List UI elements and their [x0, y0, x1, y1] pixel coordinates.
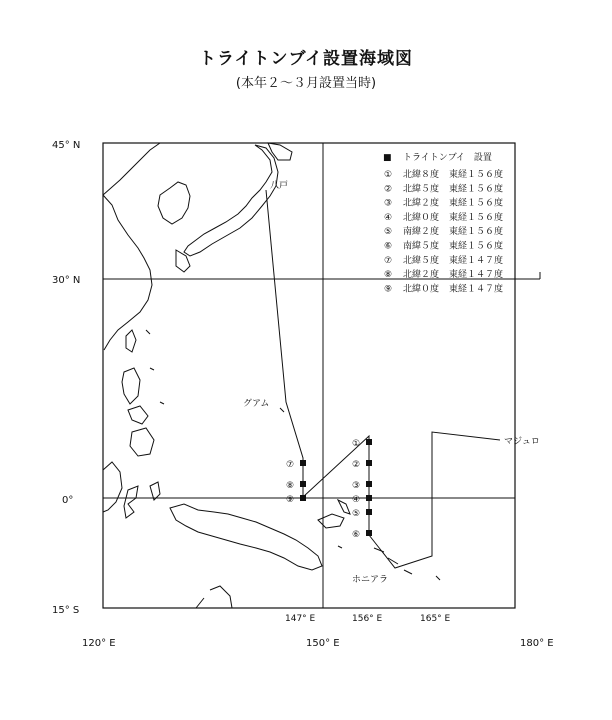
- buoy-marker: [366, 530, 372, 536]
- lon-label-147e: 147° E: [285, 614, 316, 624]
- halmahera-coast: [150, 482, 160, 500]
- legend-item-latitude: 北緯０度: [403, 284, 440, 295]
- japan-coast: [184, 145, 278, 256]
- taiwan-coast: [126, 330, 136, 352]
- lon-label-120e: 120° E: [82, 638, 116, 649]
- buoy-label: ⑥: [352, 530, 361, 540]
- legend-item-longitude: 東経１４７度: [449, 270, 504, 281]
- legend-item-number: ④: [384, 212, 393, 223]
- legend-item-latitude: 北緯８度: [403, 170, 440, 180]
- hokkaido-coast: [268, 143, 292, 160]
- place-label-hachinohe: 八戸: [270, 181, 289, 191]
- lon-label-156e: 156° E: [352, 614, 383, 624]
- legend-item-number: ⑤: [384, 227, 393, 238]
- legend-item-number: ⑥: [384, 241, 393, 252]
- solomon-islands: [374, 548, 412, 574]
- legend-item-latitude: 北緯２度: [403, 270, 440, 281]
- lat-label-0: 0°: [62, 495, 74, 506]
- legend-rows: [384, 168, 503, 294]
- legend-item-latitude: 北緯５度: [403, 255, 440, 266]
- legend-item-number: ①: [384, 170, 393, 180]
- legend-item-longitude: 東経１５６度: [449, 184, 504, 195]
- buoy-marker: [366, 460, 372, 466]
- place-label-guam: グアム: [243, 399, 270, 409]
- buoy-marker: [300, 495, 306, 501]
- legend-item-longitude: 東経１４７度: [449, 255, 504, 266]
- legend-item-latitude: 北緯０度: [403, 212, 440, 223]
- legend-item-latitude: 北緯２度: [403, 198, 440, 209]
- buoy-label: ⑦: [286, 460, 295, 470]
- lat-label-30n: 30° N: [52, 275, 81, 286]
- buoy-marker: [300, 481, 306, 487]
- kyushu-coast: [176, 250, 190, 272]
- buoy-label: ⑤: [352, 509, 361, 519]
- map-subtitle: (本年２～３月設置当時): [235, 76, 377, 91]
- lat-label-45n: 45° N: [52, 140, 81, 151]
- place-label-majuro: マジュロ: [504, 437, 540, 447]
- asia-coast: [103, 143, 160, 350]
- map-title: トライトンブイ設置海域図: [199, 49, 413, 69]
- australia-coast: [196, 586, 232, 608]
- lon-label-165e: 165° E: [420, 614, 451, 624]
- luzon-coast: [122, 368, 140, 404]
- buoy-marker: [366, 439, 372, 445]
- buoy-markers: [286, 439, 372, 540]
- small-islands: [146, 330, 440, 580]
- buoy-marker: [366, 509, 372, 515]
- visayas-coast: [128, 406, 148, 424]
- legend: [383, 152, 503, 294]
- legend-item-longitude: 東経１５６度: [449, 170, 504, 180]
- mindanao-coast: [130, 428, 154, 456]
- legend-item-latitude: 南緯５度: [403, 241, 440, 252]
- lon-label-180e: 180° E: [520, 638, 554, 649]
- sulawesi-coast: [124, 486, 138, 518]
- lon-label-150e: 150° E: [306, 638, 340, 649]
- legend-item-longitude: 東経１５６度: [449, 227, 504, 238]
- legend-item-number: ⑧: [384, 270, 393, 281]
- new-britain-coast: [318, 514, 344, 528]
- lat-label-15s: 15° S: [52, 605, 80, 616]
- legend-item-latitude: 北緯５度: [403, 184, 440, 195]
- korea-coast: [158, 182, 190, 224]
- buoy-label: ①: [352, 439, 361, 449]
- legend-item-number: ⑨: [384, 284, 393, 295]
- legend-item-latitude: 南緯２度: [403, 227, 440, 238]
- buoy-marker: [300, 460, 306, 466]
- buoy-marker: [366, 495, 372, 501]
- new-ireland-coast: [338, 500, 350, 514]
- buoy-marker: [366, 481, 372, 487]
- buoy-label: ⑨: [286, 495, 295, 505]
- buoy-label: ④: [352, 495, 361, 505]
- legend-item-longitude: 東経１５６度: [449, 212, 504, 223]
- borneo-coast: [103, 462, 122, 512]
- place-label-honiara: ホニアラ: [352, 575, 389, 585]
- legend-item-longitude: 東経１４７度: [449, 284, 504, 295]
- legend-item-longitude: 東経１５６度: [449, 198, 504, 209]
- legend-item-number: ⑦: [384, 255, 393, 266]
- new-guinea-coast: [170, 504, 322, 570]
- legend-item-number: ③: [384, 198, 393, 209]
- buoy-label: ⑧: [286, 481, 295, 491]
- buoy-label: ③: [352, 481, 361, 491]
- buoy-label: ②: [352, 460, 361, 470]
- legend-item-longitude: 東経１５６度: [449, 241, 504, 252]
- legend-header-symbol: ■: [383, 153, 392, 163]
- legend-header: トライトンブイ 設置: [403, 153, 492, 163]
- legend-item-number: ②: [384, 184, 393, 195]
